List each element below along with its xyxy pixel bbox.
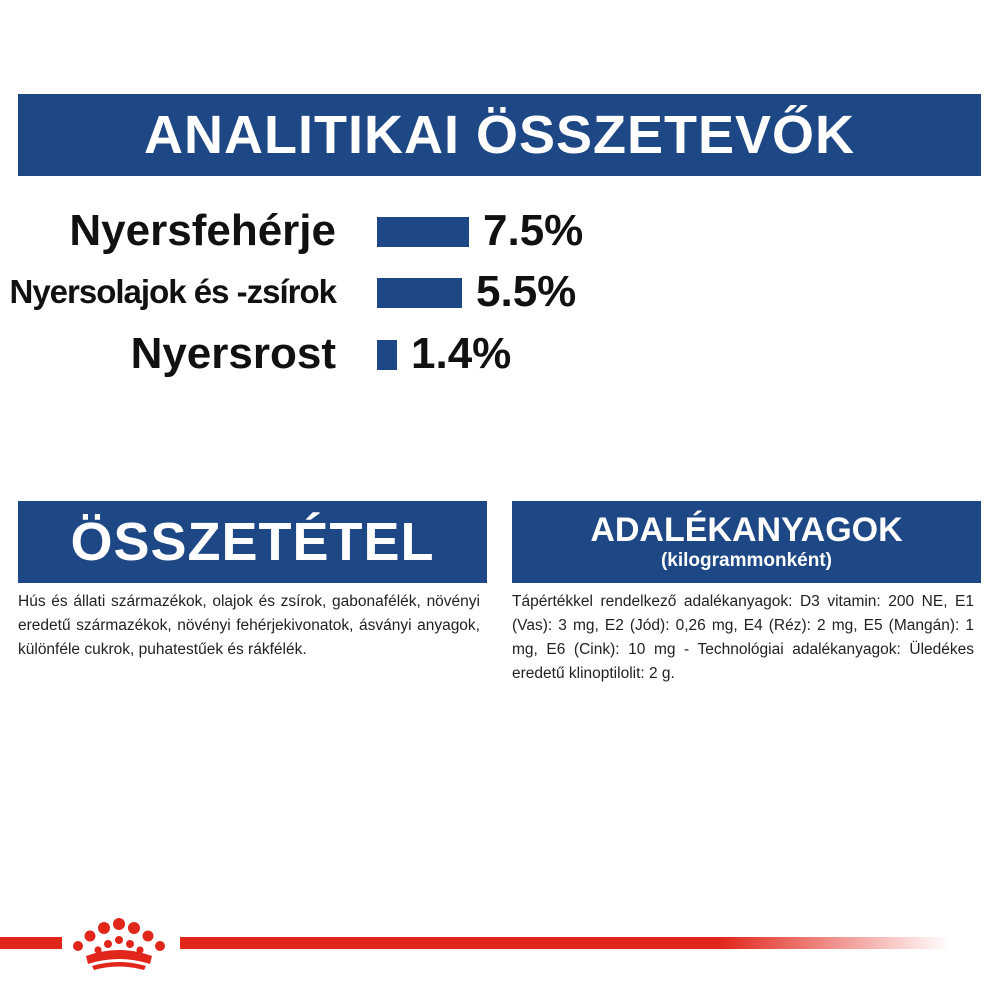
- row-label: Nyersfehérje: [69, 206, 336, 255]
- analytical-row-fibre: [0, 326, 1000, 382]
- additives-title-banner: [512, 501, 981, 583]
- row-label: Nyersrost: [130, 329, 336, 378]
- footer-red-line-left: [0, 937, 62, 949]
- additives-subtitle: (kilogrammonként): [660, 550, 833, 571]
- additives-title: ADALÉKANYAGOK: [590, 511, 903, 549]
- composition-title: ÖSSZETÉTEL: [70, 512, 435, 572]
- composition-title-banner: [18, 501, 487, 583]
- row-value: 5.5%: [476, 267, 577, 316]
- additives-text: Tápértékkel rendelkező adalékanyagok: D3 vitamin: 200 NE, E1 (Vas): 3 mg, E2 (Jód): 0,26 mg, E4 (Réz): 2 mg, E5 (Mangán): 1 mg, E6 (Cink): 10 mg - Technológiai adalékanyagok: Üledékes eredetű klinoptilolit: 2 g.: [512, 593, 974, 682]
- footer-red-line-right: [180, 937, 950, 949]
- row-value: 7.5%: [483, 206, 584, 255]
- analytical-title-banner: [18, 94, 981, 176]
- value-bar: [377, 278, 462, 308]
- royal-canin-crown-icon: [64, 914, 174, 972]
- analytical-row-protein: [0, 203, 1000, 259]
- row-label: Nyersolajok és -zsírok: [9, 273, 336, 310]
- row-value: 1.4%: [411, 329, 512, 378]
- composition-text: Hús és állati származékok, olajok és zsírok, gabonafélék, növényi eredetű származékok, növényi fehérjekivonatok, ásványi anyagok, különféle cukrok, puhatestűek és rákfélék.: [18, 593, 480, 658]
- analytical-title: ANALITIKAI ÖSSZETEVŐK: [143, 105, 856, 165]
- value-bar: [377, 217, 469, 247]
- analytical-row-fat: [0, 264, 1000, 320]
- value-bar: [377, 340, 397, 370]
